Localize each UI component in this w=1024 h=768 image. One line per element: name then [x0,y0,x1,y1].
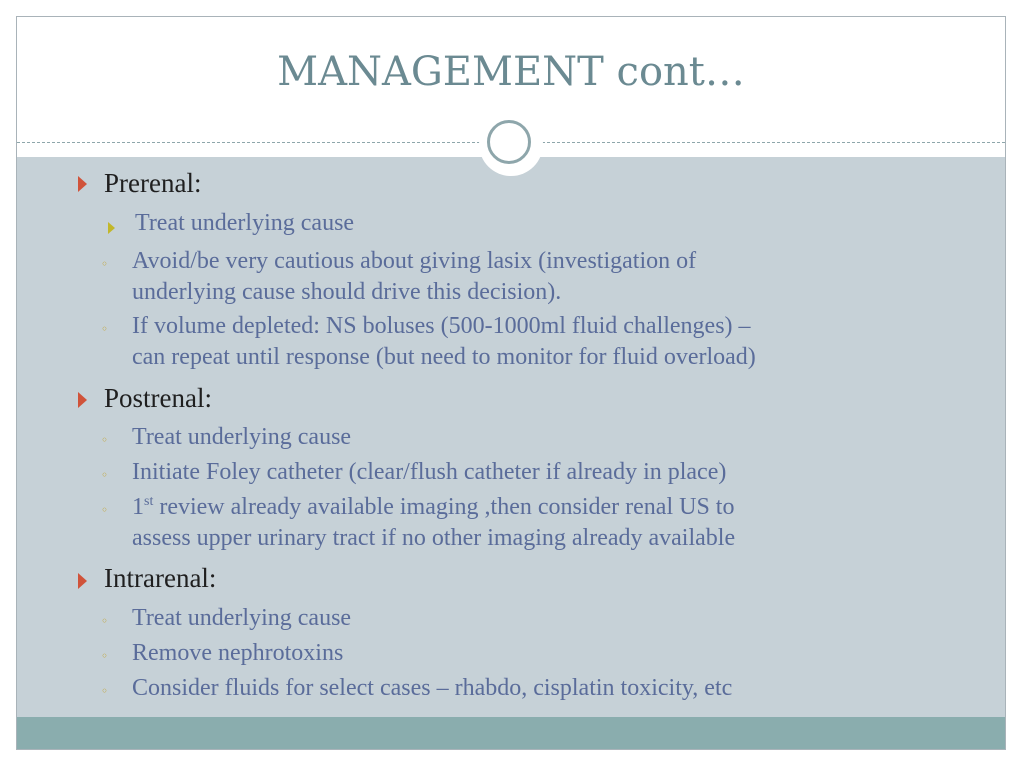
section-heading-prerenal: Prerenal: [104,168,202,198]
right-triangle-icon [78,573,87,589]
list-item-line [132,492,735,523]
ordinal-suffix: st [144,494,154,509]
small-circle-bullet-icon: ◦ [101,433,109,447]
list-item-line: If volume depleted: NS boluses (500-1000ml fluid challenges) – [132,313,751,339]
section-heading-postrenal: Postrenal: [104,383,212,413]
right-triangle-icon [78,392,87,408]
right-triangle-icon [78,176,87,192]
list-item-line: can repeat until response (but need to monitor for fluid overload) [132,344,756,370]
slide [16,16,1006,750]
small-circle-bullet-icon: ◦ [101,649,109,663]
list-item-line: Consider fluids for select cases – rhabdo, cisplatin toxicity, etc [132,675,733,701]
section-heading-intrarenal: Intrarenal: [104,563,217,593]
list-item-line: underlying cause should drive this decision). [132,279,562,305]
small-circle-bullet-icon: ◦ [101,614,109,628]
list-item [132,638,343,669]
list-item [132,246,696,308]
list-item [132,422,351,453]
footer-band [17,717,1005,750]
list-item [132,673,732,704]
list-item-text: review already available imaging ,then consider renal US to [153,494,735,520]
ordinal-number: 1 [132,494,144,520]
list-item-line: Treat underlying cause [132,424,352,450]
list-item-line: Remove nephrotoxins [132,640,344,666]
list-item-line: Avoid/be very cautious about giving lasix (investigation of [132,248,697,274]
list-item [132,603,351,634]
small-circle-bullet-icon: ◦ [101,684,109,698]
ring-ornament-inner-icon [487,120,531,164]
list-item [132,311,756,373]
small-circle-bullet-icon: ◦ [101,503,109,517]
right-triangle-icon [108,222,115,234]
small-circle-bullet-icon: ◦ [101,322,109,336]
list-item-line: assess upper urinary tract if no other imaging already available [132,525,736,551]
small-circle-bullet-icon: ◦ [101,468,109,482]
list-item [132,457,726,488]
small-circle-bullet-icon: ◦ [101,257,109,271]
list-item [132,492,735,554]
list-item: Treat underlying cause [135,210,355,236]
list-item-line: Treat underlying cause [132,605,352,631]
slide-title: MANAGEMENT cont… [277,49,745,95]
list-item-line: Initiate Foley catheter (clear/flush catheter if already in place) [132,459,727,485]
